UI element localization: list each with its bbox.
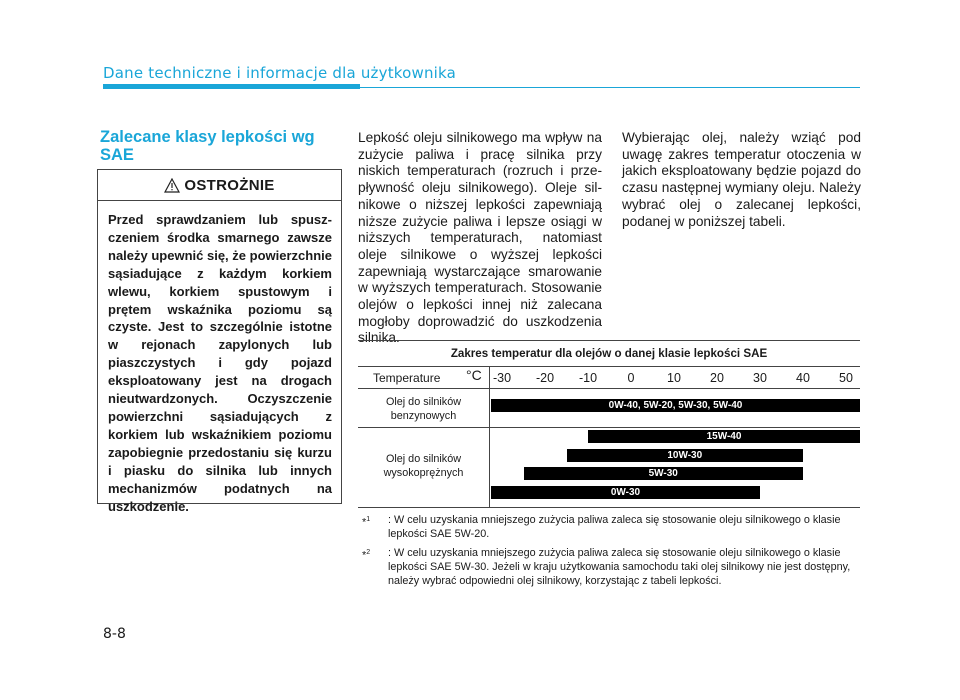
caution-text: Przed sprawdzaniem lub spuszczeniem środka smarnego zawsze należy upewnić się, że powierzchnie sąsiadujące z każdym korkiem wlewu, korkiem spustowym i prętem wskaźnika poziomu są czyste. Jest to szczególnie istotne w rejonach zapylonych lub piaszczystych i gdy pojazd eksploatowany jest na drogach nieutwardzonych. Oczyszczenie powierzchni sąsiadujących z korkiem lub wskaźnikiem poziomu zapobiegnie przedostaniu się kurzu i piasku do silnika lub innych mechanizmów podatnych na uszkodzenie. <box>108 212 332 514</box>
temperature-tick: 40 <box>796 371 810 385</box>
temperature-tick: 30 <box>753 371 767 385</box>
temperature-tick: 20 <box>710 371 724 385</box>
temperature-tick: 0 <box>627 371 635 385</box>
footnote-text: : W celu uzyskania mniejszego zużycia paliwa zaleca się stosowanie oleju silnikowego o klasie lepkości SAE 5W-20. <box>388 514 841 540</box>
footnote-mark <box>362 546 370 563</box>
temperature-tick: 50 <box>839 371 853 385</box>
page-number: 8-8 <box>103 626 126 642</box>
oil-grade-bar: 0W-30 <box>491 486 760 499</box>
header-rule <box>360 87 860 88</box>
section-title: Zalecane klasy lepkości wg SAE <box>100 128 315 164</box>
caution-header <box>98 170 341 201</box>
caution-box <box>97 169 342 514</box>
temperature-tick: -30 <box>492 371 512 385</box>
viscosity-table <box>358 340 860 508</box>
footnote <box>358 513 862 541</box>
oil-grade-bar: 5W-30 <box>524 467 804 480</box>
footnote-number: 1 <box>366 516 371 523</box>
footnotes <box>358 513 862 593</box>
temperature-row <box>358 367 860 389</box>
footnote-mark <box>362 513 370 530</box>
diesel-label: Olej do silników wysokoprężnych <box>383 453 464 479</box>
footnote-star: * <box>362 516 367 529</box>
footnote-text: : W celu uzyskania mniejszego zużycia paliwa zaleca się stosowanie oleju silnikowego o klasie lepkości SAE 5W-30. Jeżeli w kraju użytkowania samochodu taki olej silnikowy nie jest dostępny, należy wybrać odpowiedni olej silnikowy, korzystając z tabeli lepkości. <box>388 547 851 587</box>
caution-label: OSTROŻNIE <box>184 176 275 194</box>
table-title: Zakres temperatur dla olejów o danej klasie lepkości SAE <box>358 341 860 367</box>
temperature-tick: -20 <box>535 371 555 385</box>
body-text-column-2: Lepkość oleju silnikowego ma wpływ na zużycie paliwa i pracę silnika przy niskich temperaturach (rozruch i przepływność oleju silnikowego). Oleje silnikowe o niższej lepkości zapewniają niższe zużycie paliwa i lepsze osiągi w niższych temperaturach, natomiast oleje silnikowe o wyższej lepkości zapewniają wystarczające smarowanie w wyższych temperaturach. Stosowanie olejów o lepkości innej niż zalecana mogłoby doprowadzić do uszkodzenia silnika. <box>358 130 602 346</box>
temperature-tick: 10 <box>667 371 681 385</box>
footnote <box>358 546 862 588</box>
header-bar <box>103 84 360 89</box>
oil-grade-bar: 0W-40, 5W-20, 5W-30, 5W-40 <box>491 399 860 412</box>
body-text-column-3: Wybierając olej, należy wziąć pod uwagę zakres temperatur otoczenia w jakich eksploatowany będzie pojazd do czasu następnej wymiany oleju. Należy wybrać olej o zalecanej lepkości, podanej w poniższej tabeli. <box>622 130 861 229</box>
footnote-star: * <box>362 549 367 562</box>
oil-grade-bar: 10W-30 <box>567 449 804 462</box>
temperature-unit: °C <box>466 367 482 383</box>
gasoline-label: Olej do silników benzynowych <box>385 396 461 422</box>
warning-triangle-icon <box>164 178 180 193</box>
table-divider <box>489 367 490 507</box>
temperature-tick: -10 <box>578 371 598 385</box>
oil-grade-bar: 15W-40 <box>588 430 860 443</box>
header-title: Dane techniczne i informacje dla użytkownika <box>103 64 457 82</box>
footnote-number: 2 <box>366 549 371 556</box>
temperature-label: Temperature <box>373 371 441 385</box>
